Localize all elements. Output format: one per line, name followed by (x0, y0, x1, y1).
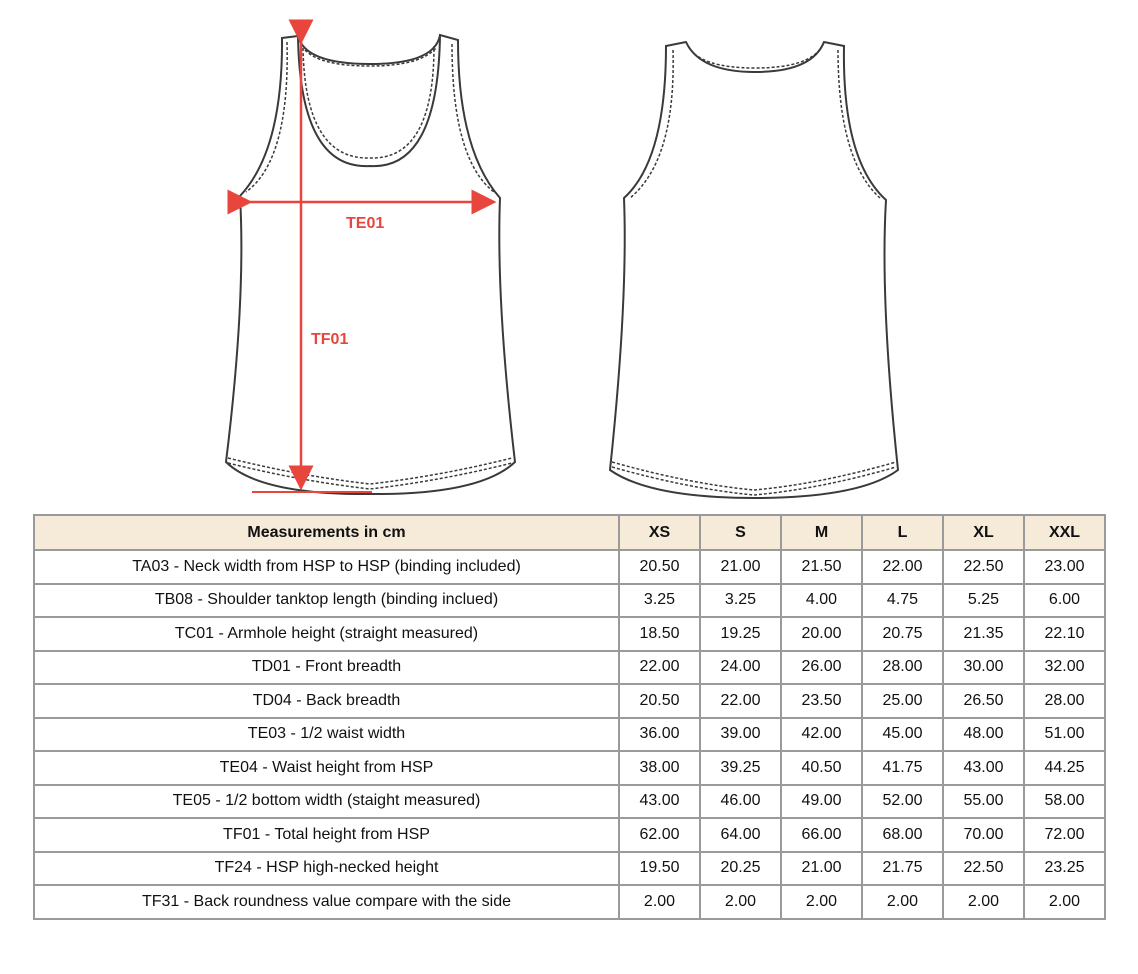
measurement-value-cell: 43.00 (943, 751, 1024, 785)
measurement-name-cell: TE03 - 1/2 waist width (34, 718, 619, 752)
measurement-value-cell: 43.00 (619, 785, 700, 819)
measurement-value-cell: 64.00 (700, 818, 781, 852)
measurement-name-cell: TC01 - Armhole height (straight measured) (34, 617, 619, 651)
measurement-value-cell: 26.50 (943, 684, 1024, 718)
measurement-value-cell: 48.00 (943, 718, 1024, 752)
measurement-value-cell: 6.00 (1024, 584, 1105, 618)
measurement-value-cell: 21.00 (700, 550, 781, 584)
measurement-value-cell: 38.00 (619, 751, 700, 785)
measurement-value-cell: 21.00 (781, 852, 862, 886)
measurement-value-cell: 25.00 (862, 684, 943, 718)
measurement-value-cell: 58.00 (1024, 785, 1105, 819)
measurement-value-cell: 2.00 (862, 885, 943, 919)
table-row (34, 718, 1105, 752)
measurement-value-cell: 4.00 (781, 584, 862, 618)
tanktop-front (226, 35, 515, 494)
measurement-value-cell: 72.00 (1024, 818, 1105, 852)
tanktop-back (610, 42, 898, 498)
measurement-value-cell: 28.00 (862, 651, 943, 685)
header-size: XXL (1024, 515, 1105, 550)
measurement-value-cell: 62.00 (619, 818, 700, 852)
measurement-name-cell: TB08 - Shoulder tanktop length (binding inclued) (34, 584, 619, 618)
table-row (34, 818, 1105, 852)
measurement-value-cell: 20.50 (619, 684, 700, 718)
header-size: S (700, 515, 781, 550)
te01-label: TE01 (346, 215, 385, 232)
measurement-value-cell: 30.00 (943, 651, 1024, 685)
measurement-value-cell: 42.00 (781, 718, 862, 752)
measurement-value-cell: 36.00 (619, 718, 700, 752)
table-row (34, 617, 1105, 651)
measurement-name-cell: TD01 - Front breadth (34, 651, 619, 685)
measurement-value-cell: 23.25 (1024, 852, 1105, 886)
table-row (34, 550, 1105, 584)
measurement-value-cell: 32.00 (1024, 651, 1105, 685)
measurement-value-cell: 41.75 (862, 751, 943, 785)
measurement-value-cell: 44.25 (1024, 751, 1105, 785)
measurement-value-cell: 49.00 (781, 785, 862, 819)
table-row (34, 684, 1105, 718)
measurement-name-cell: TD04 - Back breadth (34, 684, 619, 718)
size-chart-table (33, 514, 1106, 920)
measurement-value-cell: 20.00 (781, 617, 862, 651)
measurement-value-cell: 52.00 (862, 785, 943, 819)
measurement-value-cell: 68.00 (862, 818, 943, 852)
table-row (34, 751, 1105, 785)
measurement-name-cell: TF24 - HSP high-necked height (34, 852, 619, 886)
measurement-value-cell: 20.75 (862, 617, 943, 651)
measurement-value-cell: 45.00 (862, 718, 943, 752)
measurement-value-cell: 39.25 (700, 751, 781, 785)
table-row (34, 852, 1105, 886)
measurement-value-cell: 22.00 (700, 684, 781, 718)
measurement-value-cell: 26.00 (781, 651, 862, 685)
table-header (34, 515, 1105, 550)
header-size: XS (619, 515, 700, 550)
table-row (34, 584, 1105, 618)
measurement-value-cell: 23.50 (781, 684, 862, 718)
measurement-value-cell: 22.50 (943, 852, 1024, 886)
measurement-arrows (250, 42, 494, 492)
measurement-value-cell: 3.25 (619, 584, 700, 618)
measurement-value-cell: 2.00 (619, 885, 700, 919)
header-size: XL (943, 515, 1024, 550)
measurement-value-cell: 22.50 (943, 550, 1024, 584)
measurement-value-cell: 19.25 (700, 617, 781, 651)
measurement-value-cell: 2.00 (943, 885, 1024, 919)
measurement-name-cell: TE05 - 1/2 bottom width (staight measured) (34, 785, 619, 819)
measurement-name-cell: TA03 - Neck width from HSP to HSP (binding included) (34, 550, 619, 584)
measurement-value-cell: 20.50 (619, 550, 700, 584)
measurement-value-cell: 4.75 (862, 584, 943, 618)
measurement-value-cell: 19.50 (619, 852, 700, 886)
measurement-value-cell: 28.00 (1024, 684, 1105, 718)
measurement-name-cell: TE04 - Waist height from HSP (34, 751, 619, 785)
table-row (34, 785, 1105, 819)
measurement-value-cell: 2.00 (700, 885, 781, 919)
measurement-value-cell: 46.00 (700, 785, 781, 819)
measurement-value-cell: 18.50 (619, 617, 700, 651)
measurement-value-cell: 20.25 (700, 852, 781, 886)
header-measurement: Measurements in cm (34, 515, 619, 550)
measurement-value-cell: 70.00 (943, 818, 1024, 852)
measurement-value-cell: 23.00 (1024, 550, 1105, 584)
measurement-value-cell: 22.00 (862, 550, 943, 584)
measurement-value-cell: 21.35 (943, 617, 1024, 651)
measurement-name-cell: TF31 - Back roundness value compare with the side (34, 885, 619, 919)
measurement-value-cell: 21.75 (862, 852, 943, 886)
measurement-value-cell: 2.00 (781, 885, 862, 919)
measurement-value-cell: 55.00 (943, 785, 1024, 819)
measurement-value-cell: 2.00 (1024, 885, 1105, 919)
header-size: L (862, 515, 943, 550)
measurement-value-cell: 40.50 (781, 751, 862, 785)
table-row (34, 885, 1105, 919)
table-row (34, 651, 1105, 685)
measurement-value-cell: 3.25 (700, 584, 781, 618)
header-row (34, 515, 1105, 550)
tf01-label: TF01 (311, 331, 349, 348)
header-size: M (781, 515, 862, 550)
measurement-value-cell: 22.00 (619, 651, 700, 685)
measurement-value-cell: 22.10 (1024, 617, 1105, 651)
measurement-value-cell: 24.00 (700, 651, 781, 685)
measurement-value-cell: 66.00 (781, 818, 862, 852)
measurement-value-cell: 21.50 (781, 550, 862, 584)
measurement-value-cell: 51.00 (1024, 718, 1105, 752)
measurement-name-cell: TF01 - Total height from HSP (34, 818, 619, 852)
measurement-value-cell: 39.00 (700, 718, 781, 752)
table-body (34, 550, 1105, 919)
measurement-value-cell: 5.25 (943, 584, 1024, 618)
